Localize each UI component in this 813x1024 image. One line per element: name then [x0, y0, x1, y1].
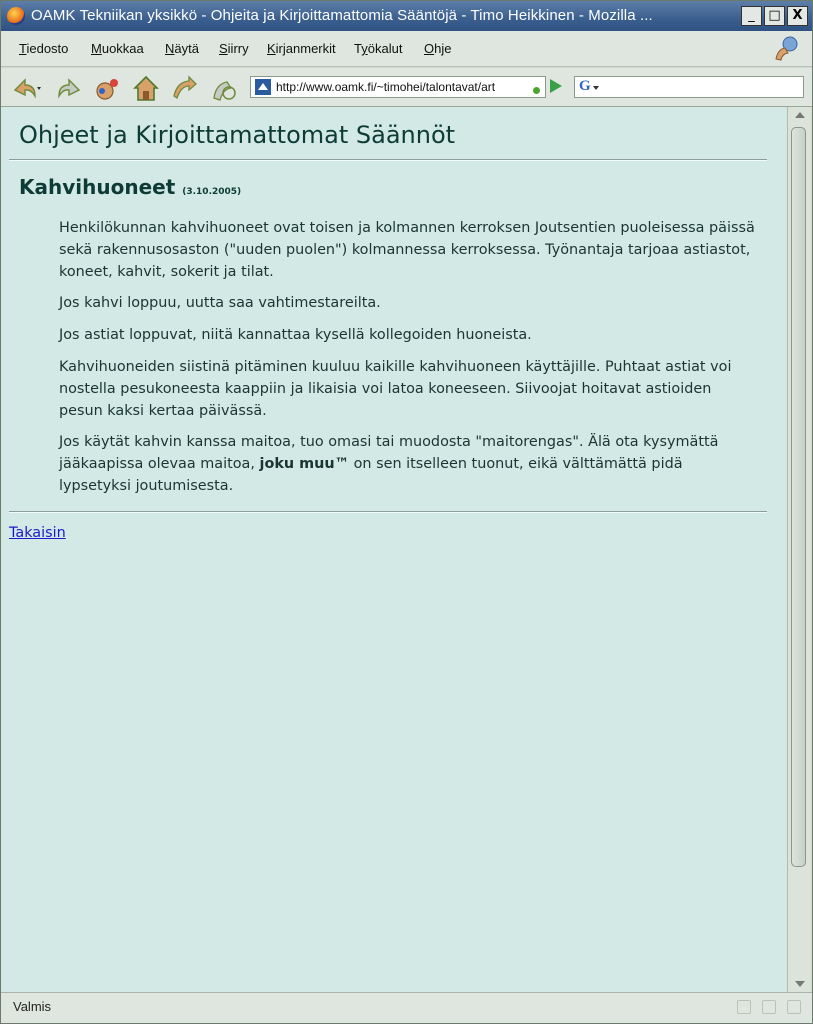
status-bar [1, 992, 812, 1023]
close-button[interactable]: X [787, 6, 808, 26]
back-icon[interactable] [11, 74, 41, 102]
go-button[interactable] [550, 79, 562, 93]
firefox-logo-icon [7, 7, 25, 25]
minimize-button[interactable]: _ [741, 6, 762, 26]
search-engine-icon[interactable]: G [579, 78, 591, 94]
vertical-scrollbar[interactable] [787, 107, 811, 992]
navigation-toolbar [1, 68, 812, 107]
menu-bookmarks[interactable]: Kirjanmerkit [267, 41, 336, 56]
menu-tools[interactable]: Työkalut [354, 41, 403, 56]
section-date: (3.10.2005) [182, 187, 242, 197]
reload-icon[interactable] [93, 74, 123, 102]
back-link[interactable]: Takaisin [9, 525, 66, 541]
page-content [1, 107, 787, 992]
scroll-thumb[interactable] [791, 127, 806, 867]
search-bar[interactable] [574, 76, 804, 98]
menu-file[interactable]: Tiedosto [19, 41, 69, 56]
forward-icon[interactable] [53, 74, 83, 102]
menu-go[interactable]: Siirry [219, 41, 249, 56]
window-title: OAMK Tekniikan yksikkö - Ohjeita ja Kirjoittamattomia Sääntöjä - Timo Heikkinen - Mozilla ... [31, 7, 653, 24]
title-bar[interactable] [1, 1, 812, 31]
status-text: Valmis [13, 999, 52, 1014]
paragraph [59, 431, 759, 497]
address-bar[interactable] [250, 76, 546, 98]
popup-blocker-icon [762, 1000, 776, 1014]
security-status-icon [533, 87, 540, 94]
scroll-down-icon[interactable] [795, 981, 805, 987]
divider [9, 159, 767, 161]
paragraph-text: Jos käytät kahvin kanssa maitoa, tuo omasi tai muodosta "maitorengas". Älä ota kysymättä jääkaapissa olevaa maitoa, [59, 434, 719, 472]
paragraph-emphasis: joku muu™ [259, 456, 350, 472]
offline-icon [787, 1000, 801, 1014]
menu-bar [1, 31, 812, 67]
home-icon[interactable] [131, 74, 161, 102]
site-favicon-icon [255, 79, 271, 95]
throbber-icon [772, 35, 800, 63]
divider [9, 511, 767, 513]
section-heading [19, 175, 241, 199]
paragraph: Henkilökunnan kahvihuoneet ovat toisen ja kolmannen kerroksen Joutsentien puoleisessa päissä sekä rakennusosaston ("uuden puolen") kolmannessa kerroksessa. Työnantaja tarjoaa astiastot, koneet, kahvit, sokerit ja tilat. [59, 220, 755, 280]
section-title: Kahvihuoneet [19, 175, 176, 199]
paragraph: Jos astiat loppuvat, niitä kannattaa kysellä kollegoiden huoneista. [59, 327, 532, 343]
lock-icon [737, 1000, 751, 1014]
menu-edit[interactable]: Muokkaa [91, 41, 144, 56]
menu-help[interactable]: Ohje [424, 41, 452, 56]
url-input[interactable]: http://www.oamk.fi/~timohei/talontavat/art [276, 80, 496, 94]
paragraph: Kahvihuoneiden siistinä pitäminen kuuluu kaikille kahvihuoneen käyttäjille. Puhtaat astiat voi nostella pesukoneesta kaappiin ja likaisia voi latoa koneeseen. Siivoojat hoitavat astioiden pesun kaksi kertaa päivässä. [59, 359, 732, 419]
maximize-button[interactable]: □ [764, 6, 785, 26]
bookmarks-icon[interactable] [169, 74, 199, 102]
paragraph: Jos kahvi loppuu, uutta saa vahtimestareilta. [59, 295, 381, 311]
chevron-down-icon[interactable] [593, 86, 599, 90]
scroll-up-icon[interactable] [795, 112, 805, 118]
page-title: Ohjeet ja Kirjoittamattomat Säännöt [19, 121, 456, 149]
paragraph-text: on sen itselleen tuonut, eikä välttämättä pidä lypsetyksi joutumisesta. [59, 456, 683, 494]
print-icon[interactable] [209, 74, 239, 102]
menu-view[interactable]: Näytä [165, 41, 199, 56]
